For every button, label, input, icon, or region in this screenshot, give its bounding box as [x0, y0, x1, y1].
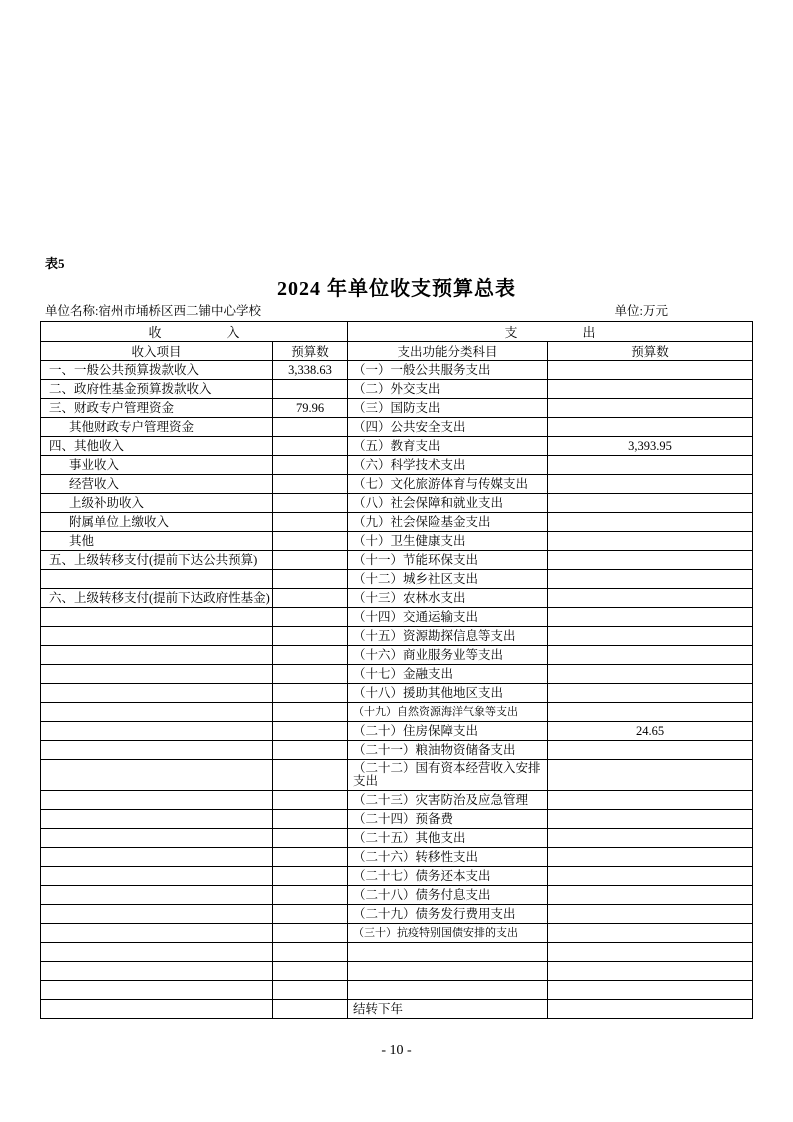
income-budget-cell: [273, 646, 348, 665]
expense-budget-cell: [548, 646, 753, 665]
expense-section-header: 支 出: [348, 322, 753, 342]
income-budget-cell: [273, 886, 348, 905]
table-row: [41, 810, 753, 829]
income-budget-cell: [273, 513, 348, 532]
expense-item-cell: （二十一）粮油物资储备支出: [348, 741, 548, 760]
page-number: - 10 -: [381, 1043, 412, 1058]
income-item-cell: [41, 886, 273, 905]
expense-budget-cell: 24.65: [548, 722, 753, 741]
income-budget-cell: 79.96: [273, 399, 348, 418]
column-header-row: [41, 342, 753, 361]
expense-item-cell: （一）一般公共服务支出: [348, 361, 548, 380]
expense-budget-cell: [548, 456, 753, 475]
table-row: [41, 722, 753, 741]
income-budget-cell: 3,338.63: [273, 361, 348, 380]
expense-budget-cell: [548, 962, 753, 981]
table-row: [41, 924, 753, 943]
expense-budget-cell: [548, 608, 753, 627]
income-budget-cell: [273, 829, 348, 848]
expense-budget-cell: [548, 475, 753, 494]
table-row: [41, 589, 753, 608]
expense-budget-cell: [548, 905, 753, 924]
expense-item-cell: （十一）节能环保支出: [348, 551, 548, 570]
expense-item-cell: （四）公共安全支出: [348, 418, 548, 437]
expense-item-cell: （十九）自然资源海洋气象等支出: [348, 703, 548, 722]
income-budget-cell: [273, 380, 348, 399]
expense-budget-cell: 3,393.95: [548, 437, 753, 456]
table-label: 表5: [45, 256, 65, 271]
expense-item-cell: （五）教育支出: [348, 437, 548, 456]
expense-item-cell: （二十三）灾害防治及应急管理: [348, 791, 548, 810]
table-row: [41, 551, 753, 570]
income-item-cell: [41, 867, 273, 886]
expense-budget-cell: [548, 741, 753, 760]
expense-item-cell: （十二）城乡社区支出: [348, 570, 548, 589]
income-item-cell: 事业收入: [41, 456, 273, 475]
expense-budget-cell: [548, 810, 753, 829]
expense-item-cell: （三）国防支出: [348, 399, 548, 418]
expense-budget-cell: [548, 399, 753, 418]
table-row: [41, 399, 753, 418]
table-row: [41, 361, 753, 380]
income-budget-cell: [273, 722, 348, 741]
expense-budget-cell: [548, 981, 753, 1000]
income-budget-cell: [273, 962, 348, 981]
income-budget-cell: [273, 494, 348, 513]
income-item-cell: 经营收入: [41, 475, 273, 494]
expense-budget-cell: [548, 867, 753, 886]
expense-item-cell: （七）文化旅游体育与传媒支出: [348, 475, 548, 494]
income-budget-cell: [273, 924, 348, 943]
expense-budget-cell: [548, 361, 753, 380]
income-item-cell: 四、其他收入: [41, 437, 273, 456]
expense-budget-cell: [548, 513, 753, 532]
expense-item-cell: （九）社会保险基金支出: [348, 513, 548, 532]
section-header-row: [41, 322, 753, 342]
expense-item-column-header: 支出功能分类科目: [348, 342, 548, 361]
table-row: [41, 684, 753, 703]
expense-budget-cell: [548, 943, 753, 962]
income-item-cell: [41, 646, 273, 665]
expense-budget-cell: [548, 829, 753, 848]
table-row: [41, 962, 753, 981]
income-budget-cell: [273, 760, 348, 791]
income-item-cell: [41, 722, 273, 741]
income-item-cell: [41, 684, 273, 703]
expense-budget-cell: [548, 848, 753, 867]
income-item-cell: 五、上级转移支付(提前下达公共预算): [41, 551, 273, 570]
income-budget-cell: [273, 456, 348, 475]
expense-item-cell: （十四）交通运输支出: [348, 608, 548, 627]
income-budget-cell: [273, 437, 348, 456]
income-item-cell: [41, 924, 273, 943]
income-budget-cell: [273, 418, 348, 437]
expense-budget-column-header: 预算数: [548, 342, 753, 361]
expense-item-cell: [348, 962, 548, 981]
expense-budget-cell: [548, 760, 753, 791]
expense-budget-cell: [548, 418, 753, 437]
income-budget-column-header: 预算数: [273, 342, 348, 361]
budget-table: [40, 321, 753, 1019]
expense-budget-cell: [548, 684, 753, 703]
income-item-cell: [41, 703, 273, 722]
expense-item-cell: （二十）住房保障支出: [348, 722, 548, 741]
expense-item-cell: 结转下年: [348, 1000, 548, 1019]
table-row: [41, 703, 753, 722]
expense-item-cell: （十五）资源勘探信息等支出: [348, 627, 548, 646]
income-item-cell: 六、上级转移支付(提前下达政府性基金): [41, 589, 273, 608]
income-item-column-header: 收入项目: [41, 342, 273, 361]
income-item-cell: [41, 741, 273, 760]
table-row: [41, 760, 753, 791]
income-budget-cell: [273, 943, 348, 962]
income-budget-cell: [273, 475, 348, 494]
expense-item-cell: （二十五）其他支出: [348, 829, 548, 848]
expense-item-cell: [348, 981, 548, 1000]
income-item-cell: 三、财政专户管理资金: [41, 399, 273, 418]
income-item-cell: [41, 1000, 273, 1019]
income-budget-cell: [273, 532, 348, 551]
income-item-cell: [41, 608, 273, 627]
expense-item-cell: （三十）抗疫特别国债安排的支出: [348, 924, 548, 943]
income-item-cell: [41, 962, 273, 981]
expense-budget-cell: [548, 886, 753, 905]
expense-budget-cell: [548, 570, 753, 589]
income-budget-cell: [273, 741, 348, 760]
expense-budget-cell: [548, 1000, 753, 1019]
income-item-cell: [41, 760, 273, 791]
expense-budget-cell: [548, 494, 753, 513]
table-row: [41, 437, 753, 456]
income-item-cell: [41, 627, 273, 646]
table-row: [41, 867, 753, 886]
expense-item-cell: （二十九）债务发行费用支出: [348, 905, 548, 924]
income-budget-cell: [273, 1000, 348, 1019]
page-title: 2024 年单位收支预算总表: [277, 278, 516, 300]
table-row: [41, 646, 753, 665]
table-row: [41, 608, 753, 627]
income-item-cell: [41, 905, 273, 924]
income-item-cell: [41, 665, 273, 684]
income-item-cell: 其他财政专户管理资金: [41, 418, 273, 437]
table-row: [41, 627, 753, 646]
income-budget-cell: [273, 810, 348, 829]
expense-item-cell: （二十八）债务付息支出: [348, 886, 548, 905]
expense-budget-cell: [548, 532, 753, 551]
expense-item-cell: （十七）金融支出: [348, 665, 548, 684]
expense-budget-cell: [548, 665, 753, 684]
expense-item-cell: （二十四）预备费: [348, 810, 548, 829]
table-row: [41, 665, 753, 684]
expense-item-cell: [348, 943, 548, 962]
income-budget-cell: [273, 703, 348, 722]
table-row: [41, 570, 753, 589]
currency-unit-label: 单位:万元: [614, 304, 668, 318]
table-row: [41, 848, 753, 867]
expense-budget-cell: [548, 380, 753, 399]
table-row: [41, 741, 753, 760]
income-item-cell: [41, 810, 273, 829]
table-row: [41, 981, 753, 1000]
income-item-cell: [41, 570, 273, 589]
income-item-cell: 二、政府性基金预算拨款收入: [41, 380, 273, 399]
expense-item-cell: （六）科学技术支出: [348, 456, 548, 475]
income-item-cell: 一、一般公共预算拨款收入: [41, 361, 273, 380]
meta-row: [45, 301, 752, 319]
table-row: [41, 494, 753, 513]
unit-name-label: 单位名称:宿州市埇桥区西二铺中心学校: [45, 304, 261, 318]
expense-item-cell: （二十二）国有资本经营收入安排支出: [348, 760, 548, 791]
expense-item-cell: （二十六）转移性支出: [348, 848, 548, 867]
table-row: [41, 1000, 753, 1019]
income-item-cell: [41, 981, 273, 1000]
income-item-cell: [41, 848, 273, 867]
table-row: [41, 905, 753, 924]
income-item-cell: [41, 943, 273, 962]
income-budget-cell: [273, 627, 348, 646]
expense-budget-cell: [548, 627, 753, 646]
expense-item-cell: （十）卫生健康支出: [348, 532, 548, 551]
expense-item-cell: （二十七）债务还本支出: [348, 867, 548, 886]
table-row: [41, 418, 753, 437]
income-item-cell: [41, 829, 273, 848]
expense-item-cell: （十三）农林水支出: [348, 589, 548, 608]
income-item-cell: [41, 791, 273, 810]
expense-item-cell: （二）外交支出: [348, 380, 548, 399]
income-budget-cell: [273, 608, 348, 627]
income-item-cell: 附属单位上缴收入: [41, 513, 273, 532]
table-row: [41, 791, 753, 810]
income-item-cell: 其他: [41, 532, 273, 551]
table-row: [41, 475, 753, 494]
expense-budget-cell: [548, 551, 753, 570]
income-budget-cell: [273, 867, 348, 886]
income-budget-cell: [273, 981, 348, 1000]
income-item-cell: 上级补助收入: [41, 494, 273, 513]
income-budget-cell: [273, 665, 348, 684]
income-budget-cell: [273, 791, 348, 810]
expense-budget-cell: [548, 791, 753, 810]
expense-item-cell: （十六）商业服务业等支出: [348, 646, 548, 665]
income-budget-cell: [273, 570, 348, 589]
income-budget-cell: [273, 551, 348, 570]
expense-budget-cell: [548, 924, 753, 943]
table-row: [41, 886, 753, 905]
income-budget-cell: [273, 684, 348, 703]
table-row: [41, 829, 753, 848]
income-budget-cell: [273, 848, 348, 867]
budget-table-body: [41, 361, 753, 1019]
income-budget-cell: [273, 905, 348, 924]
income-section-header: 收 入: [41, 322, 348, 342]
table-row: [41, 513, 753, 532]
expense-item-cell: （八）社会保障和就业支出: [348, 494, 548, 513]
expense-item-cell: （十八）援助其他地区支出: [348, 684, 548, 703]
expense-budget-cell: [548, 589, 753, 608]
table-row: [41, 532, 753, 551]
expense-budget-cell: [548, 703, 753, 722]
table-row: [41, 943, 753, 962]
income-budget-cell: [273, 589, 348, 608]
table-row: [41, 456, 753, 475]
table-row: [41, 380, 753, 399]
